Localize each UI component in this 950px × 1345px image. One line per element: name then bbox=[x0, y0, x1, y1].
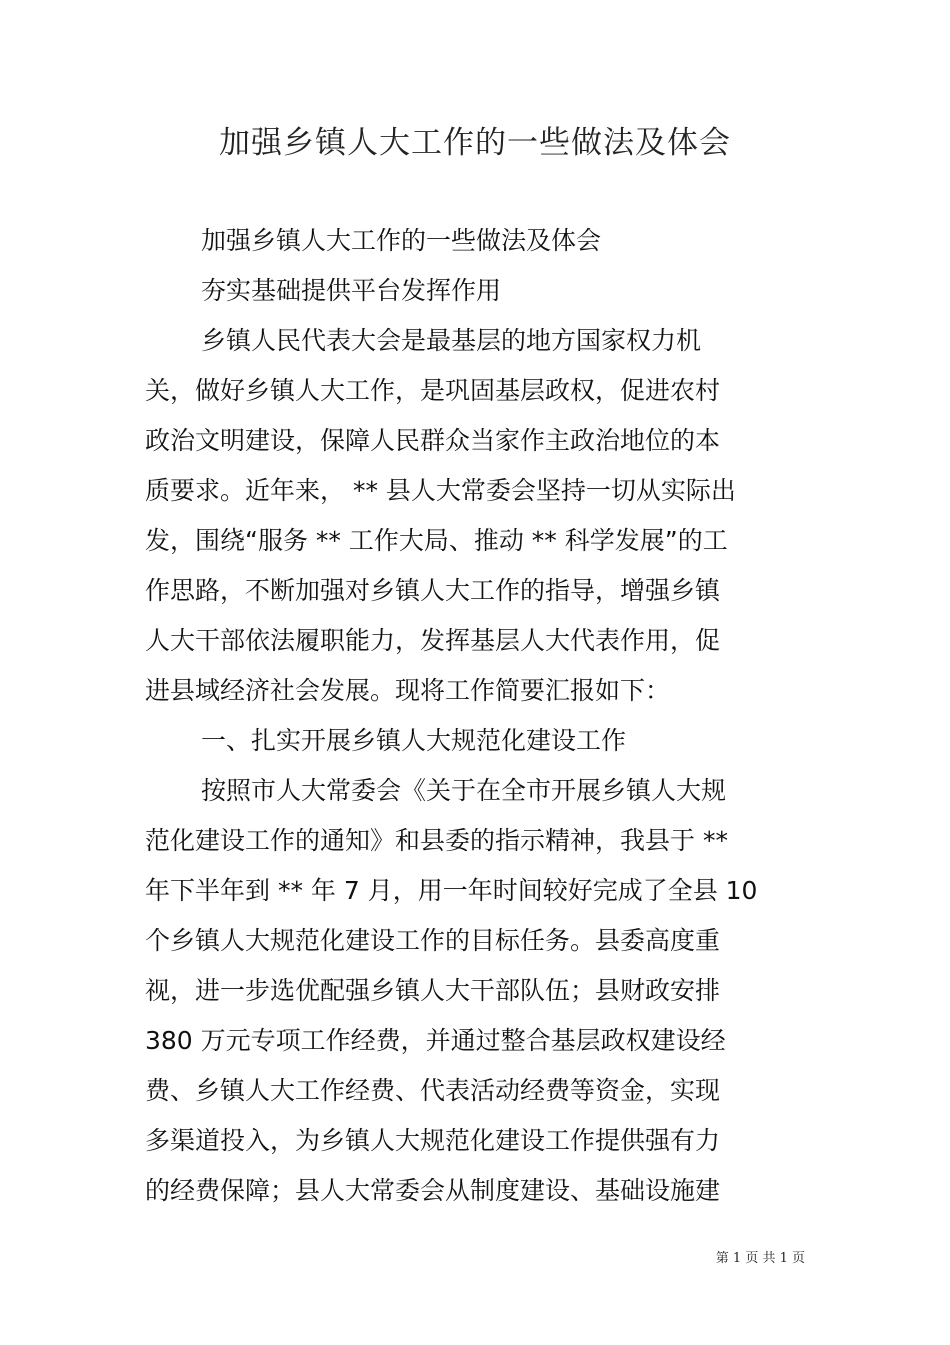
paragraph-line: 范化建设工作的通知》和县委的指示精神，我县于 ** bbox=[145, 826, 728, 855]
paragraph-line: 个乡镇人大规范化建设工作的目标任务。县委高度重 bbox=[145, 926, 721, 955]
paragraph-line: 按照市人大常委会《关于在全市开展乡镇人大规 bbox=[201, 776, 727, 805]
paragraph-line: 进县域经济社会发展。现将工作简要汇报如下： bbox=[145, 676, 671, 705]
paragraph-line: 发，围绕“服务 ** 工作大局、推动 ** 科学发展”的工 bbox=[145, 526, 728, 555]
document-title: 加强乡镇人大工作的一些做法及体会 bbox=[219, 125, 731, 161]
page-number-footer: 第 1 页 共 1 页 bbox=[715, 1251, 805, 1266]
paragraph-line: 视，进一步选优配强乡镇人大干部队伍；县财政安排 bbox=[145, 976, 721, 1005]
paragraph-line: 质要求。近年来， ** 县人大常委会坚持一切从实际出 bbox=[145, 476, 736, 505]
section-heading: 一、扎实开展乡镇人大规范化建设工作 bbox=[201, 726, 627, 755]
paragraph-line: 多渠道投入，为乡镇人大规范化建设工作提供强有力 bbox=[145, 1126, 721, 1155]
paragraph-line: 人大干部依法履职能力，发挥基层人大代表作用，促 bbox=[145, 626, 721, 655]
section-heading: 夯实基础提供平台发挥作用 bbox=[201, 276, 502, 305]
subtitle-line: 加强乡镇人大工作的一些做法及体会 bbox=[201, 226, 602, 255]
paragraph-line: 政治文明建设，保障人民群众当家作主政治地位的本 bbox=[145, 426, 721, 455]
paragraph-line: 作思路，不断加强对乡镇人大工作的指导，增强乡镇 bbox=[145, 576, 721, 605]
paragraph-line: 的经费保障；县人大常委会从制度建设、基础设施建 bbox=[145, 1176, 721, 1205]
paragraph-line: 关，做好乡镇人大工作，是巩固基层政权，促进农村 bbox=[145, 376, 721, 405]
paragraph-line: 乡镇人民代表大会是最基层的地方国家权力机 bbox=[201, 326, 702, 355]
paragraph-line: 380 万元专项工作经费，并通过整合基层政权建设经 bbox=[145, 1026, 726, 1055]
paragraph-line: 费、乡镇人大工作经费、代表活动经费等资金，实现 bbox=[145, 1076, 721, 1105]
paragraph-line: 年下半年到 ** 年 7 月，用一年时间较好完成了全县 10 bbox=[145, 876, 758, 905]
